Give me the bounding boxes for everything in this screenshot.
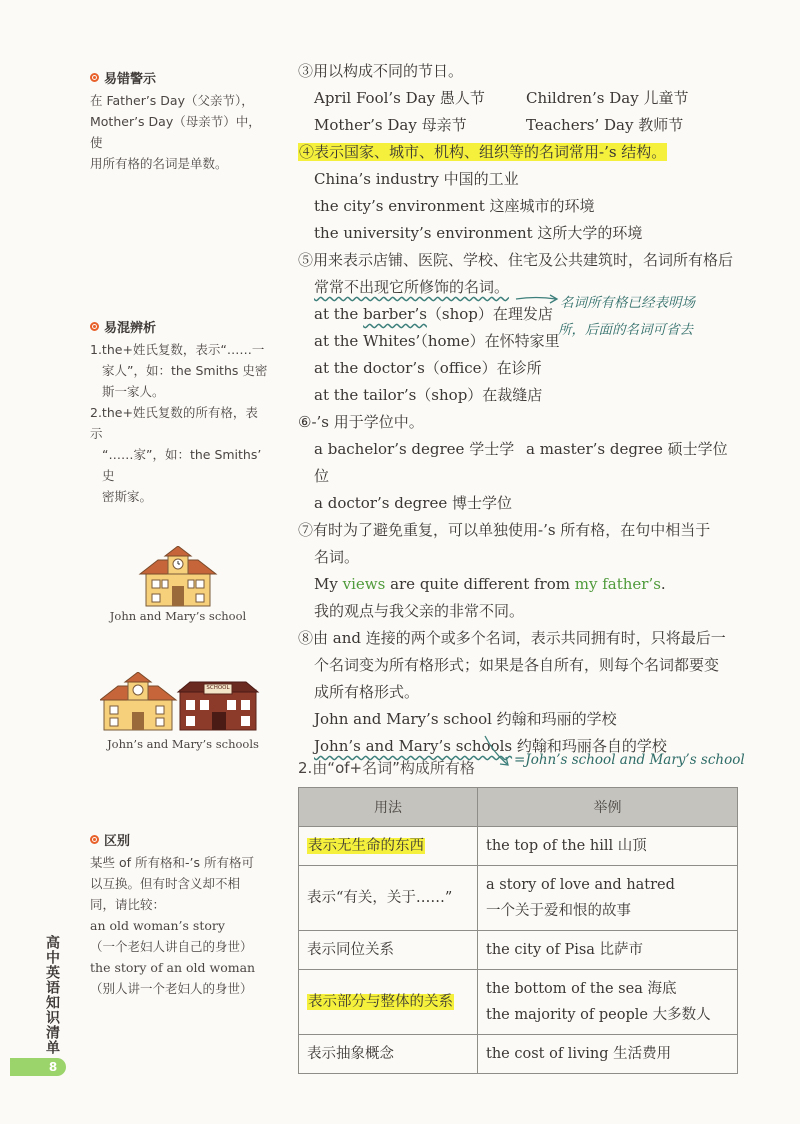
sentence-part: My — [314, 575, 343, 593]
example-line: at the Whites’（home）在怀特家里 — [314, 332, 560, 350]
wavy-underlined-word: barber’s — [363, 305, 427, 323]
warning-text — [90, 90, 270, 174]
point-5-line: ⑤用来表示店铺、医院、学校、住宅及公共建筑时，名词所有格后 — [298, 251, 734, 269]
table-row — [299, 931, 738, 970]
example-line: the majority of people 大多数人 — [486, 1007, 711, 1023]
example-line: the university’s environment 这所大学的环境 — [314, 224, 643, 242]
warning-line: 用所有格的名词是单数。 — [90, 156, 228, 171]
annotation-arrow-icon — [483, 734, 513, 770]
school-caption-2: John’s and Mary’s schools — [107, 737, 259, 751]
bullet-icon — [90, 73, 99, 82]
confusion-text — [90, 339, 270, 507]
school-sign-label: SCHOOL — [206, 685, 230, 691]
example-cell — [478, 827, 738, 866]
holiday-example: Children’s Day 儿童节 — [526, 89, 689, 107]
usage-cell — [299, 970, 478, 1035]
two-schools-illustration — [100, 672, 260, 732]
confusion-line: “……家”，如：the Smiths’ 史 — [102, 447, 262, 483]
of-possessive-table — [298, 787, 738, 1074]
example-cell — [478, 931, 738, 970]
example-text: at the — [314, 305, 364, 323]
usage-cell — [299, 866, 478, 931]
handwritten-note-line: 名词所有格已经表明场 — [560, 295, 695, 311]
warning-title: 易错警示 — [104, 72, 157, 87]
difference-line: an old woman’s story — [90, 918, 225, 933]
annotation-arrow-icon — [514, 292, 560, 306]
table-row — [299, 827, 738, 866]
point-7-line: ⑦有时为了避免重复，可以单独使用-’s 所有格，在句中相当于 — [298, 521, 711, 539]
wavy-underlined-phrase: John’s and Mary’s schools — [314, 737, 513, 755]
bullet-icon — [90, 835, 99, 844]
usage-cell — [299, 931, 478, 970]
example-line: the city of Pisa 比萨市 — [486, 942, 644, 958]
example-line: at the doctor’s（office）在诊所 — [314, 359, 542, 377]
point-4-title — [298, 139, 758, 166]
handwritten-note-equivalent: =John’s school and Mary’s school — [514, 752, 745, 768]
page-number: 8 — [48, 1060, 58, 1074]
usage-cell — [299, 1035, 478, 1074]
example-line: John and Mary’s school 约翰和玛丽的学校 — [314, 710, 617, 728]
point-7-line: 名词。 — [314, 548, 360, 566]
warning-line: Mother’s Day（母亲节）中，使 — [90, 114, 261, 150]
confusion-heading — [90, 317, 270, 336]
highlighted-usage: 表示无生命的东西 — [308, 838, 424, 854]
example-text: （shop）在理发店 — [426, 305, 553, 323]
confusion-title: 易混辨析 — [104, 321, 157, 336]
example-line: the cost of living 生活费用 — [486, 1046, 672, 1062]
difference-line: （一个老妇人讲自己的身世） — [90, 939, 253, 954]
example-line: at the tailor’s（shop）在裁缝店 — [314, 386, 543, 404]
difference-line: 某些 of 所有格和-’s 所有格可 — [90, 855, 254, 870]
bullet-icon — [90, 322, 99, 331]
example-sentence — [298, 571, 758, 598]
difference-line: 以互换。但有时含义却不相 — [90, 876, 241, 891]
section-2-title: 2.由“of+名词”构成所有格 — [298, 759, 475, 777]
green-word: my father’s — [574, 575, 661, 593]
usage-cell — [299, 827, 478, 866]
holiday-example: Teachers’ Day 教师节 — [526, 116, 684, 134]
confusion-line: 1.the+姓氏复数，表示“……一 — [90, 342, 265, 357]
warning-line: 在 Father’s Day（父亲节）， — [90, 93, 254, 108]
difference-text — [90, 852, 270, 999]
school-caption-1: John and Mary’s school — [109, 609, 247, 623]
difference-heading — [90, 830, 270, 849]
table-header-row — [299, 788, 738, 827]
example-line: the city’s environment 这座城市的环境 — [314, 197, 595, 215]
column-header-usage: 用法 — [299, 788, 478, 827]
confusion-line: 斯一家人。 — [102, 384, 165, 399]
degree-example: a bachelor’s degree 学士学位 — [314, 440, 515, 485]
example-cell — [478, 970, 738, 1035]
point-8-line: ⑧由 and 连接的两个或多个名词，表示共同拥有时，只将最后一 — [298, 629, 726, 647]
handwritten-note-line: 所，后面的名词可省去 — [558, 322, 693, 338]
confusion-line: 家人”，如：the Smiths 史密 — [102, 363, 268, 378]
table-row — [299, 1035, 738, 1074]
holiday-row — [298, 85, 758, 112]
degree-example: a master’s degree 硕士学位 — [526, 440, 728, 458]
difference-title: 区别 — [104, 834, 131, 849]
degree-example: a doctor’s degree 博士学位 — [314, 494, 512, 512]
table-row — [299, 970, 738, 1035]
degree-row — [298, 436, 758, 490]
sentence-part: are quite different from — [385, 575, 575, 593]
difference-line: 同，请比较： — [90, 897, 166, 912]
difference-line: the story of an old woman — [90, 960, 256, 975]
example-line: the bottom of the sea 海底 — [486, 981, 677, 997]
usage-text: 表示抽象概念 — [307, 1046, 394, 1062]
sidebar-difference — [90, 830, 270, 999]
vertical-book-title: 高中英语知识清单 — [44, 935, 60, 1055]
example-line: the top of the hill 山顶 — [486, 838, 647, 854]
single-school-illustration — [138, 546, 218, 608]
sidebar-confusion — [90, 317, 270, 507]
holiday-row — [298, 112, 758, 139]
green-word: views — [342, 575, 386, 593]
holiday-example: April Fool’s Day 愚人节 — [314, 89, 485, 107]
example-line: a story of love and hatred — [486, 877, 675, 893]
wavy-underlined-text: 常常不出现它所修饰的名词。 — [314, 278, 510, 296]
highlighted-rule: ④表示国家、城市、机构、组织等的名词常用-’s 结构。 — [299, 143, 667, 161]
usage-text: 表示“有关，关于……” — [307, 890, 453, 906]
point-8-line: 成所有格形式。 — [314, 683, 420, 701]
sidebar-warning — [90, 68, 270, 174]
point-8-line: 个名词变为所有格形式；如果是各自所有，则每个名词都要变 — [314, 656, 720, 674]
example-line: China’s industry 中国的工业 — [314, 170, 519, 188]
confusion-line: 密斯家。 — [102, 489, 153, 504]
usage-text: 表示同位关系 — [307, 942, 394, 958]
main-content — [298, 58, 758, 760]
point-3-title: ③用以构成不同的节日。 — [298, 62, 464, 80]
confusion-line: 2.the+姓氏复数的所有格，表示 — [90, 405, 258, 441]
table-row — [299, 866, 738, 931]
difference-line: （别人讲一个老妇人的身世） — [90, 981, 253, 996]
point-6-title: ⑥-’s 用于学位中。 — [298, 413, 424, 431]
example-cell — [478, 866, 738, 931]
holiday-example: Mother’s Day 母亲节 — [314, 116, 467, 134]
sentence-part: . — [660, 575, 666, 593]
warning-heading — [90, 68, 270, 87]
column-header-examples: 举例 — [478, 788, 738, 827]
example-text: 约翰和玛丽各自的学校 — [512, 737, 667, 755]
translation-line: 我的观点与我父亲的非常不同。 — [314, 602, 525, 620]
example-cell — [478, 1035, 738, 1074]
example-line: 一个关于爱和恨的故事 — [486, 903, 631, 919]
highlighted-usage: 表示部分与整体的关系 — [308, 994, 453, 1010]
